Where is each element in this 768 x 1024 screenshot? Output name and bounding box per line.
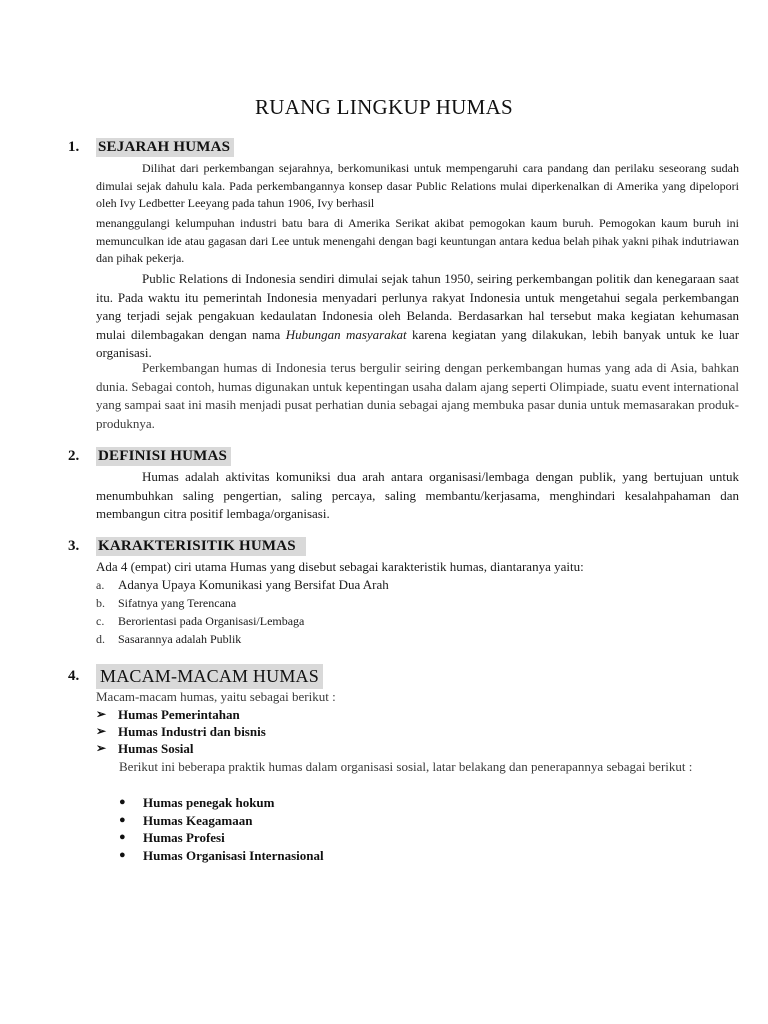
list-item (96, 723, 739, 740)
section-heading-macam (68, 664, 323, 689)
bullet-icon: ● (119, 796, 126, 808)
section-title: MACAM-MACAM HUMAS (96, 664, 323, 689)
paragraph-text: Public Relations di Indonesia sendiri dimulai sejak tahun 1950, seiring perkembangan politik dan kenegaraan saat itu. Pada waktu itu pemerintah Indonesia menyadari perlunya rakyat Indonesia untuk mengetahui segala perkembangan yang terjadi sejak pengakuan kedaulatan Indonesia oleh Belanda. Berdasarkan hal tersebut maka kegiatan kehumasan mulai dilembagakan dengan nama (96, 271, 739, 342)
bullet-icon: ● (119, 831, 126, 843)
italic-term: Hubungan masyarakat (285, 326, 407, 342)
list-item-text: Sifatnya yang Terencana (118, 596, 237, 610)
section-number: 3. (68, 538, 80, 554)
list-item-text: Humas Profesi (143, 830, 225, 845)
section-title: KARAKTERISITIK HUMAS (96, 537, 306, 556)
section-heading-karakteristik (68, 537, 306, 556)
list-item-text: Humas Sosial (118, 741, 194, 756)
list-item-text: Adanya Upaya Komunikasi yang Bersifat Dua Arah (118, 577, 389, 592)
section-number: 2. (68, 448, 80, 464)
list-item (119, 812, 324, 830)
paragraph-sejarah-4: Perkembangan humas di Indonesia terus bergulir seiring dengan perkembangan humas yang ada di Asia, bahkan dunia. Sebagai contoh, humas digunakan untuk kepentingan usaha dalam ajang seperti Olimpiade, suatu event international yang sampai saat ini masih menjadi pusat perhatian dunia sebagai ajang membuka pasar dunia untuk memasarakan produk-produknya. (96, 360, 739, 431)
list-item (119, 794, 324, 812)
list-item-text: Humas Pemerintahan (118, 707, 240, 722)
list-item-text: Sasarannya adalah Publik (118, 632, 242, 646)
section-title: DEFINISI HUMAS (96, 447, 231, 466)
paragraph-definisi: Humas adalah aktivitas komuniksi dua arah antara organisasi/lembaga dengan publik, yang bertujuan untuk menumbuhkan saling pengertian, saling percaya, saling membantu/kerjasama, menghindari kesalahpahaman dan membangun citra positif lembaga/organisasi. (96, 469, 739, 521)
list-item (96, 630, 739, 648)
paragraph-text: karena kegiatan yang dilakukan, lebih banyak untuk ke luar organisasi. (96, 326, 740, 360)
list-item-text: Humas Keagamaan (143, 812, 253, 828)
list-item (96, 740, 739, 757)
paragraph-sejarah-2: menanggulangi kelumpuhan industri batu bara di Amerika Serikat akibat pemogokan kaum buruh. Pemogokan kaum buruh ini memunculkan ide atau gagasan dari Lee untuk menengahi dengan bagi keuntungan antara kedua belah pihak yakni pihak indutriawan dan pihak pekerja. (96, 216, 739, 265)
list-item (96, 594, 739, 612)
paragraph-sejarah-1: Dilihat dari perkembangan sejarahnya, berkomunikasi untuk mempengaruhi cara pandang dan perilaku seseorang sudah dimulai sejak dahulu kala. Pada perkembangannya konsep dasar Public Relations mulai diperkenalkan di Amerika yang dipelopori oleh Ivy Ledbetter Leeyang pada tahun 1906, Ivy berhasil (96, 161, 739, 210)
list-item-text: Humas penegak hokum (143, 795, 275, 810)
macam-intro: Macam-macam humas, yaitu sebagai berikut : (96, 689, 336, 704)
list-item (96, 612, 739, 630)
karakteristik-list (96, 558, 739, 648)
section-title: SEJARAH HUMAS (96, 138, 234, 157)
list-marker: c. (96, 614, 105, 628)
arrow-bullet-icon: ➢ (96, 724, 107, 738)
macam-sub-intro: Berikut ini beberapa praktik humas dalam organisasi sosial, latar belakang dan penerapannya sebagai berikut : (119, 759, 693, 774)
section-number: 4. (68, 668, 80, 684)
list-item (96, 706, 739, 723)
document-title: RUANG LINGKUP HUMAS (254, 95, 514, 119)
list-item (119, 829, 324, 847)
list-marker: a. (96, 578, 105, 592)
list-item-text: Berorientasi pada Organisasi/Lembaga (118, 614, 305, 628)
macam-list (96, 688, 739, 757)
list-marker: b. (96, 596, 105, 610)
section-heading-definisi (68, 447, 231, 466)
karakteristik-intro: Ada 4 (empat) ciri utama Humas yang disebut sebagai karakteristik humas, diantaranya yaitu: (96, 559, 584, 574)
list-marker: d. (96, 632, 105, 646)
arrow-bullet-icon: ➢ (96, 741, 107, 755)
section-heading-sejarah (68, 138, 234, 157)
list-item (119, 847, 324, 865)
section-number: 1. (68, 139, 80, 155)
bullet-icon: ● (119, 813, 126, 826)
paragraph-sejarah-3 (96, 270, 739, 363)
list-item-text: Humas Organisasi Internasional (143, 847, 324, 863)
macam-sub-list (119, 794, 324, 864)
bullet-icon: ● (119, 848, 126, 861)
arrow-bullet-icon: ➢ (96, 707, 107, 721)
list-item-text: Humas Industri dan bisnis (118, 724, 266, 739)
list-item (96, 576, 739, 594)
